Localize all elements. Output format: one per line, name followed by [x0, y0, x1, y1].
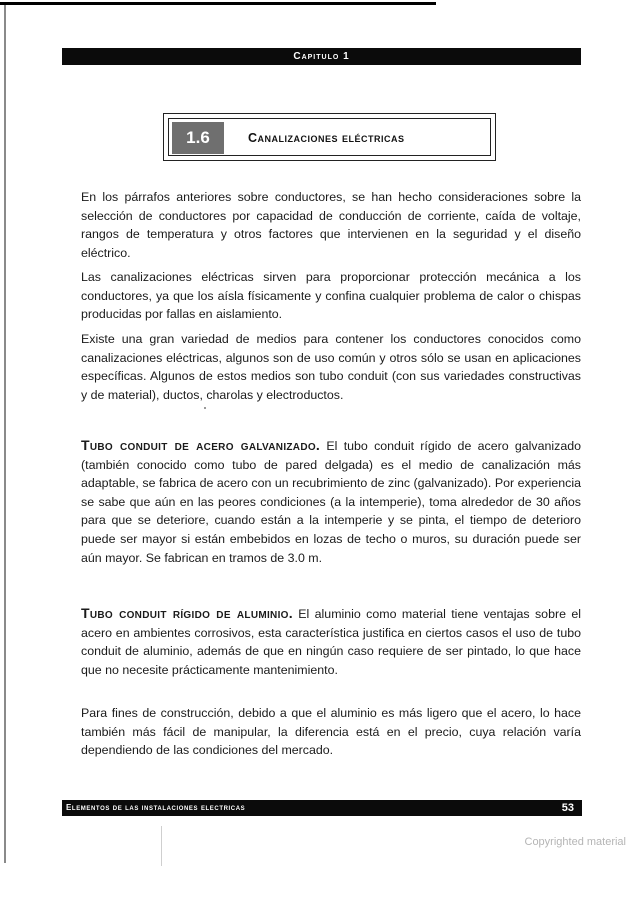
section-number: 1.6	[172, 122, 224, 154]
subsection-heading: Tubo conduit de acero galvanizado.	[81, 437, 321, 453]
section-title: Canalizaciones eléctricas	[248, 131, 405, 145]
page-number: 53	[561, 802, 574, 814]
paragraph-purpose: Las canalizaciones eléctricas sirven para proporcionar protección mecánica a los conductores, ya que los aísla físicamente y confina cualquier problema de calor o chispas producidas por fallas en aislamiento.	[81, 270, 581, 322]
paragraph-types: Existe una gran variedad de medios para contener los conductores conocidos como canalizaciones eléctricas, algunos son de uso común y otros sólo se usan en aplicaciones específicas. Algunos de estos medios son tubo conduit (con sus variedades constructivas y de material), ductos, charolas y electroductos.	[81, 332, 581, 402]
copyright-watermark: Copyrighted material	[524, 836, 626, 848]
footer-title: Elementos de las instalaciones electricas	[66, 803, 246, 812]
subsection-galvanized-steel	[81, 436, 581, 567]
stray-dot	[204, 407, 206, 409]
subsection-heading: Tubo conduit rígido de aluminio.	[81, 605, 293, 621]
page-footer	[62, 800, 582, 816]
subsection-text: El aluminio como material tiene ventajas sobre el acero en ambientes corrosivos, esta característica justifica en ciertos casos el uso de tubo conduit de aluminio, además de que en ningún caso requiere de ser pintado, lo que hace que no necesite prácticamente mantenimiento.	[81, 607, 581, 677]
paragraph-closing: Para fines de construcción, debido a que el aluminio es más ligero que el acero, lo hace también más fácil de manipular, la diferencia está en el precio, cuya relación varía dependiendo de las condiciones del mercado.	[81, 706, 581, 758]
subsection-text: El tubo conduit rígido de acero galvanizado (también conocido como tubo de pared delgada) es el medio de canalización más adaptable, se fabrica de acero con un recubrimiento de zinc (galvanizado). Por experiencia se sabe que aún en las peores condiciones (a la intemperie), toma alrededor de 30 años para que se deteriore, cuando están a la intemperie y se pinta, el tiempo de deterioro puede ser mayor si están embebidos en lozas de techo o muros, su duración puede ser aún mayor. Se fabrican en tramos de 3.0 m.	[81, 439, 581, 565]
subsection-rigid-aluminum	[81, 604, 581, 679]
chapter-header: Capitulo 1	[62, 48, 581, 65]
left-margin-rule	[4, 5, 6, 863]
top-rule	[0, 2, 436, 5]
paragraph-intro: En los párrafos anteriores sobre conductores, se han hecho consideraciones sobre la selección de conductores por capacidad de conducción de corriente, caída de voltaje, rangos de temperatura y otros factores que intervienen en la seguridad y el diseño eléctrico.	[81, 190, 581, 260]
scan-mark	[161, 826, 162, 866]
section-heading-box	[163, 113, 496, 161]
